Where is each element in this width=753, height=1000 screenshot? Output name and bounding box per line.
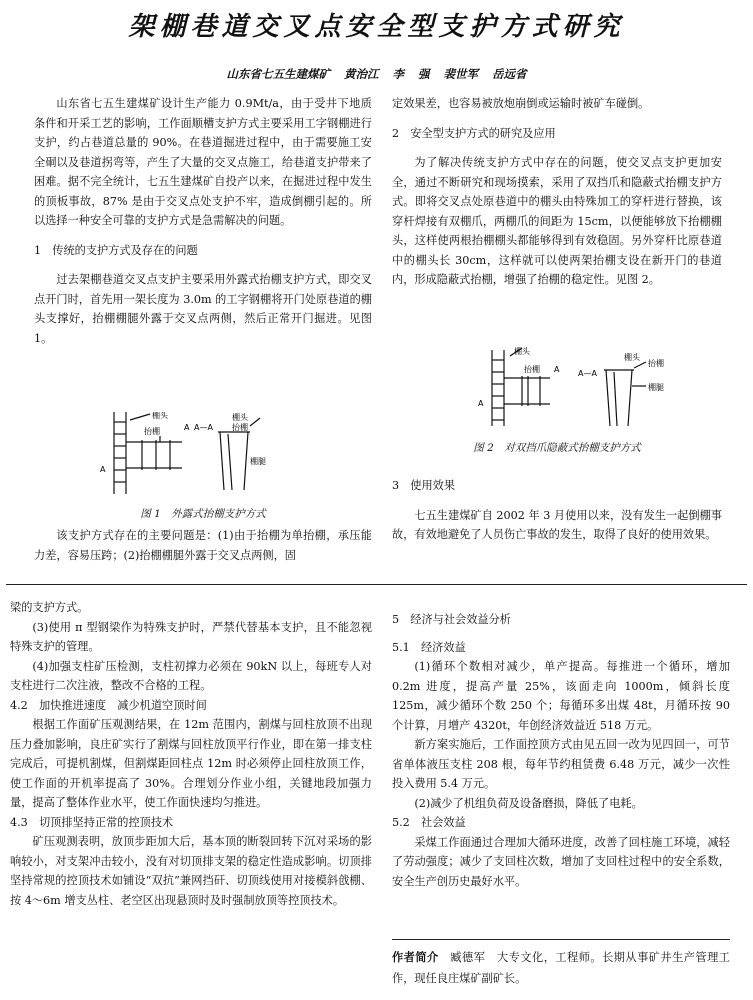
fig2-label-pengtui: 棚腿	[648, 383, 664, 392]
intro-paragraph: 山东省七五生建煤矿设计生产能力 0.9Mt/a，由于受井下地质条件和开采工艺的影响，工作面顺槽支护方式主要采用工字钢棚进行支护，约占巷道总量的 90%。在巷道掘进过程中，由于需要施工安全硐以及巷道拐弯等，产生了大量的交叉点施工，给巷道支护带来了困难。据不完全统计，七五生建煤矿自投产以来，在掘进过程中发生的顶板事故，87% 是由于交叉点处支护不牢，造成倒棚引起的。所以选择一种安全可靠的支护方式是急需解决的问题。	[34, 97, 372, 227]
fig2-label-aa: A—A	[578, 369, 597, 378]
bottom-right-column	[392, 610, 730, 891]
continued-paragraph-bottom: 梁的支护方式。	[10, 601, 89, 614]
top-left-column-continued	[34, 526, 372, 565]
fig1-label-aa: A—A	[194, 423, 213, 432]
section-5-2-heading: 5.2 社会效益	[392, 816, 466, 829]
problems-paragraph: 该支护方式存在的主要问题是：(1)由于抬棚为单抬棚，承压能力差，容易压跨；(2)抬棚棚腿外露于交叉点两侧，固	[34, 529, 372, 562]
section-1-heading: 1 传统的支护方式及存在的问题	[34, 243, 198, 257]
continued-paragraph: 定效果差，也容易被放炮崩倒或运输时被矿车碰倒。	[392, 97, 650, 110]
top-right-column-continued	[392, 476, 722, 545]
figure-1-caption: 图 1 外露式抬棚支护方式	[140, 508, 266, 520]
fig1-label-taipeng-r: 抬棚	[232, 423, 248, 432]
figure-1-diagram	[100, 412, 280, 497]
section-5-1-paragraph-3: (2)减少了机组负荷及设备磨损，降低了电耗。	[414, 796, 643, 810]
section-2-heading: 2 安全型支护方式的研究及应用	[392, 126, 556, 140]
section-4-2-paragraph: 根据工作面矿压观测结果，在 12m 范围内，割煤与回柱放顶不出现压力叠加影响，良庄矿实行了割煤与回柱放顶平行作业，即在第一排支柱完成后，可提机割煤，但割煤距回柱点 12m 时必须停止回柱放顶工作，使工作面的开机率提高了 30%。合理划分作业小组，关键地段加强力量，提高了整体作业水平，使工作面快速均匀推进。	[10, 718, 372, 809]
section-3-heading: 3 使用效果	[392, 479, 456, 492]
top-right-column	[392, 94, 722, 290]
fig2-label-a-top: A	[554, 365, 560, 374]
fig2-label-taipeng-r: 抬棚	[648, 359, 664, 368]
bio-text: 臧德军 大专文化，工程师。长期从事矿井生产管理工作，现任良庄煤矿副矿长。	[392, 951, 730, 985]
fig1-label-a-top: A	[184, 423, 190, 432]
point-4-paragraph: (4)加强支柱矿压检测，支柱初撑力必须在 90kN 以上，每班专人对支柱进行二次注液，整改不合格的工程。	[10, 659, 372, 692]
section-5-1-paragraph-1: (1)循环个数相对减少，单产提高。每推进一个循环，增加 0.2m 进度，提高产量 25%，该面走向 1000m，倾斜长度 125m，减少循环个数 250 个；每循环多出煤 48t，月循环按 90 个计算，月增产 4320t，年创经济效益近 518 万元。	[392, 660, 730, 732]
fig2-label-taipeng: 抬棚	[524, 365, 540, 374]
section-4-2-heading: 4.2 加快推进速度 减少机道空顶时间	[10, 698, 207, 712]
fig2-label-a-left: A	[478, 399, 484, 408]
bio-divider	[392, 939, 730, 940]
fig2-label-pengtou: 棚头	[514, 347, 530, 356]
top-left-column	[34, 94, 372, 348]
section-5-1-heading: 5.1 经济效益	[392, 640, 466, 654]
section-3-paragraph: 七五生建煤矿自 2002 年 3 月使用以来，没有发生一起倒棚事故，有效地避免了人员伤亡事故的发生，取得了良好的使用效果。	[392, 508, 722, 541]
section-2-paragraph: 为了解决传统支护方式中存在的问题，使交叉点支护更加安全，通过不断研究和现场摸索，采用了双挡爪和隐蔽式抬棚支护方式。即将交叉点处原巷道中的棚头由特殊加工的穿杆进行替换，该穿杆焊接有双棚爪，两棚爪的间距为 15cm，以便能够放下抬棚棚头，这样使两根抬棚棚头都能够得到有效稳固。另外穿杆比原巷道中的棚头长 30cm，这样就可以使两架抬棚支设在新开门的巷道内，形成隐蔽式抬棚，增强了抬棚的稳定性。见图 2。	[392, 156, 722, 286]
section-5-heading: 5 经济与社会效益分析	[392, 613, 511, 626]
section-5-1-paragraph-2: 新方案实施后，工作面控顶方式由见五回一改为见四回一，可节省单体液压支柱 208 根，每年节约租赁费 6.48 万元，减少一次性投入费用 5.4 万元。	[392, 738, 730, 790]
bio-label: 作者简介	[392, 950, 439, 964]
bottom-left-column	[10, 598, 372, 910]
fig2-label-pengtou-r: 棚头	[624, 353, 640, 362]
section-4-3-heading: 4.3 切顶排坚持正常的控顶技术	[10, 815, 174, 829]
fig1-label-pengtou: 棚头	[152, 412, 168, 420]
article-title: 架棚巷道交叉点安全型支护方式研究	[128, 12, 625, 42]
fig1-label-a-left: A	[100, 465, 106, 474]
author-bio	[392, 947, 730, 989]
section-5-2-paragraph: 采煤工作面通过合理加大循环进度，改善了回柱施工环境，减轻了劳动强度；减少了支回柱次数，增加了支回柱过程中的安全系数，安全生产创历史最好水平。	[392, 835, 730, 888]
figure-2-caption: 图 2 对双挡爪隐蔽式抬棚支护方式	[473, 442, 641, 454]
page-divider	[6, 584, 747, 585]
figure-2-diagram	[474, 346, 674, 428]
section-1-paragraph: 过去架棚巷道交叉点支护主要采用外露式抬棚支护方式，即交叉点开门时，首先用一架长度为 3.0m 的工字钢棚将开门处原巷道的棚头支撑好，抬棚棚腿外露于交叉点两侧，然后正常开门掘进。见图 1。	[34, 273, 372, 345]
point-3-paragraph: (3)使用 π 型钢梁作为特殊支护时，严禁代替基本支护，且不能忽视特殊支护的管理。	[10, 620, 372, 653]
fig1-label-pengtui: 棚腿	[250, 457, 266, 466]
fig1-label-pengtou-r: 棚头	[232, 413, 248, 422]
fig1-label-taipeng: 抬棚	[144, 427, 160, 436]
section-4-3-paragraph: 矿压观测表明，放顶步距加大后，基本顶的断裂回转下沉对采场的影响较小，对支架冲击较小，没有对切顶排支架的稳定性造成影响。切顶排坚持常规的控顶技术如铺设“双抗”兼网挡矸、切顶线使用对接模斜戗棚、按 4～6m 增支丛柱、老空区出现悬顶时及时强制放顶等控顶技术。	[10, 835, 372, 907]
author-line: 山东省七五生建煤矿 黄治江 李 强 裴世军 岳远省	[226, 67, 527, 81]
